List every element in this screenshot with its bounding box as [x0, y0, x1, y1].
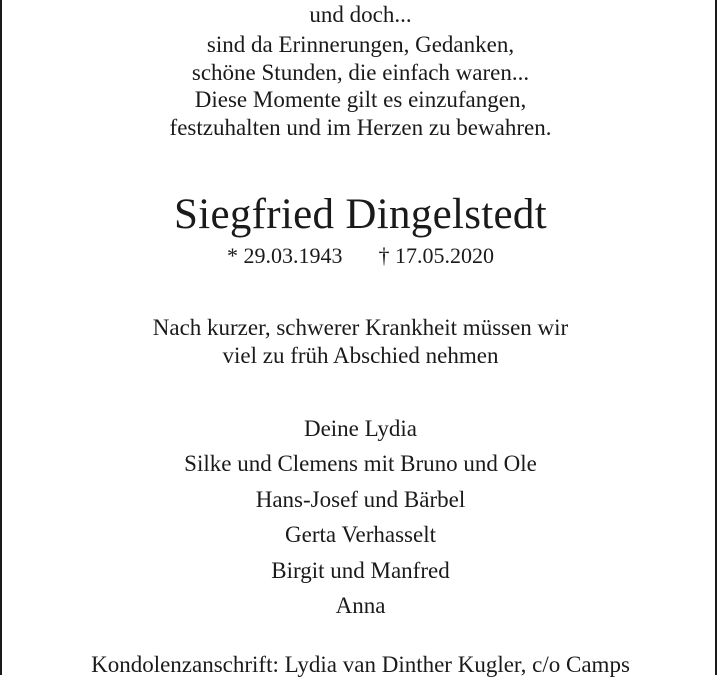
mourner-name: Gerta Verhasselt — [285, 522, 436, 547]
message-line: Nach kurzer, schwerer Krankheit müssen wir — [152, 315, 569, 340]
deceased-name: Siegfried Dingelstedt — [174, 191, 547, 238]
mourner-name: Silke und Clemens mit Bruno und Ole — [184, 451, 537, 476]
poem-line: und doch... — [309, 2, 412, 27]
birth-date: * 29.03.1943 — [227, 243, 343, 268]
poem-line: schöne Stunden, die einfach waren... — [191, 60, 530, 85]
mourner-name: Hans-Josef und Bärbel — [255, 487, 466, 512]
message-line: viel zu früh Abschied nehmen — [222, 343, 499, 368]
poem-line: festzuhalten und im Herzen zu bewahren. — [169, 115, 552, 140]
mourner-name: Deine Lydia — [303, 416, 418, 441]
mourner-name: Anna — [335, 593, 386, 618]
mourner-name: Birgit und Manfred — [271, 558, 450, 583]
life-dates — [2, 245, 717, 267]
poem-line: Diese Momente gilt es einzufangen, — [194, 87, 527, 112]
poem-line: sind da Erinnerungen, Gedanken, — [206, 32, 515, 57]
condolence-address: Kondolenzanschrift: Lydia van Dinther Kugler, c/o Camps — [91, 652, 630, 677]
death-date: † 17.05.2020 — [378, 243, 494, 268]
